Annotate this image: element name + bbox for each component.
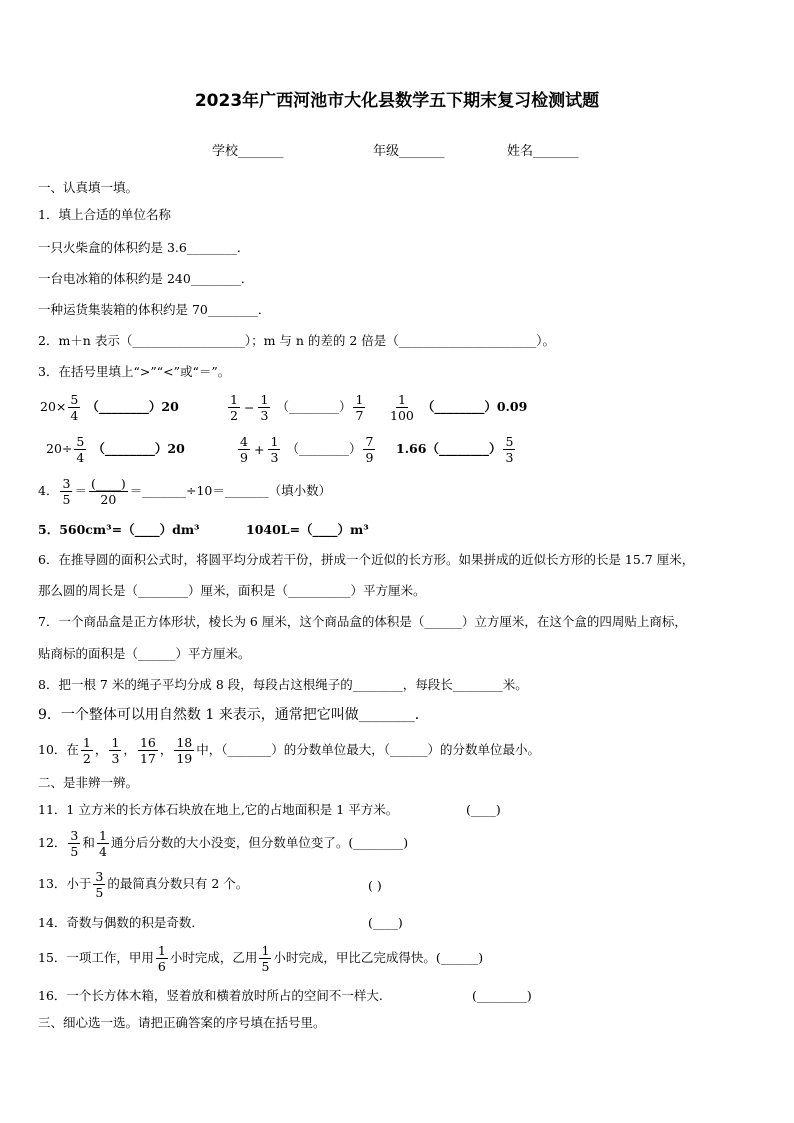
q1-b: 一台电冰箱的体积约是 240________． [38, 271, 254, 286]
q16-blank: (________) [472, 988, 532, 1003]
q3-r2b-mid: （________） [286, 441, 362, 456]
fraction: $\frac{1}{4}$ [97, 828, 109, 859]
q3-r1b [226, 392, 367, 423]
q6-line2: 那么圆的周长是（________）厘米，面积是（__________）平方厘米。 [38, 583, 426, 598]
q3-r2a [46, 434, 185, 465]
q1-a: 一只火柴盒的体积约是 3.6________． [38, 240, 250, 255]
section-1-heading: 一、认真填一填。 [38, 180, 139, 195]
fraction: $\frac{1}{6}$ [156, 943, 168, 974]
q15-pre: 15．一项工作，甲用 [38, 950, 154, 965]
page-title: 2023年广西河池市大化县数学五下期末复习检测试题 [194, 91, 600, 111]
fraction: $\frac{1}{3}$ [258, 392, 270, 423]
q13-blank: ( ) [368, 878, 382, 893]
q2: 2．m＋n 表示（__________________）；m 与 n 的差的 2 倍是（______________________）。 [38, 333, 556, 348]
q13-pre: 13．小于 [38, 876, 92, 891]
name-field: 姓名_______ [507, 144, 579, 159]
fraction: $\frac{4}{9}$ [238, 434, 250, 465]
q4 [38, 476, 331, 507]
q3-r1c [386, 392, 527, 423]
q4-rest: ＝_______÷10＝_______（填小数） [129, 483, 332, 498]
fraction: $\frac{3}{5}$ [93, 869, 105, 900]
fraction: $\frac{5}{4}$ [74, 434, 86, 465]
q9: 9．一个整体可以用自然数 1 来表示，通常把它叫做________． [38, 707, 429, 723]
q3-r1a-post: （________）20 [86, 399, 179, 414]
q11-blank: (____) [466, 802, 501, 817]
q12 [38, 828, 408, 859]
q16: 16．一个长方体木箱，竖着放和横着放时所占的空间不一样大. [38, 988, 383, 1003]
q13 [38, 869, 248, 900]
fraction: $\frac{1}{100}$ [390, 392, 414, 423]
section-2-heading: 二、是非辨一辨。 [38, 775, 139, 790]
fraction: $\frac{1}{7}$ [353, 392, 365, 423]
grade-field: 年级_______ [373, 144, 445, 159]
q3-r2b [236, 434, 377, 465]
operator: + [254, 441, 265, 457]
fraction: $\frac{5}{3}$ [503, 434, 515, 465]
q8: 8．把一根 7 米的绳子平均分成 8 段，每段占这根绳子的________，每段长________米。 [38, 677, 528, 692]
fraction: $\frac{1}{2}$ [81, 735, 93, 766]
q4-label: 4． [38, 483, 59, 498]
q10-post: 中，（_______）的分数单位最大，（______）的分数单位最小。 [196, 742, 541, 757]
q5-a: 5．560cm³=（____）dm³ [38, 522, 200, 537]
q7-line2: 贴商标的面积是（______）平方厘米。 [38, 646, 251, 661]
q3-r2a-post: （________）20 [92, 441, 185, 456]
q14-blank: (____) [368, 915, 403, 930]
q12-label: 12． [38, 835, 67, 850]
q3-r2c [396, 434, 517, 465]
q3-r1b-mid: （________） [276, 399, 352, 414]
equals-sign: ＝ [74, 483, 87, 498]
q14: 14．奇数与偶数的积是奇数． [38, 915, 204, 930]
q3-label: 3．在括号里填上“>”“<”或“＝”。 [38, 364, 231, 379]
fraction: $\frac{5}{4}$ [68, 392, 80, 423]
q15 [38, 943, 483, 974]
q15-post: 小时完成，甲比乙完成得快。(______) [273, 950, 484, 965]
q7-line1: 7．一个商品盒是正方体形状，棱长为 6 厘米，这个商品盒的体积是（______）立方厘米，在这个盒的四周贴上商标， [38, 614, 687, 629]
fraction: $\frac{1}{3}$ [268, 434, 280, 465]
q12-and: 和 [82, 835, 95, 850]
q10: 10．在 $\frac{1}{2}$ ， $\frac{1}{3}$ ， $\frac{16}{17}$ ， $\frac{18}{19}$ 中，（_______）的分数单位最大，（______）的分数单位最小。 [38, 735, 541, 766]
fraction: $\frac{3}{5}$ [60, 476, 72, 507]
q1-label: 1．填上合适的单位名称 [38, 207, 171, 222]
fraction: $\frac{16}{17}$ [139, 735, 156, 766]
q10-pre: 10．在 [38, 742, 79, 757]
q13-post: 的最简真分数只有 2 个。 [107, 876, 249, 891]
fraction: $\frac{3}{5}$ [68, 828, 80, 859]
school-field: 学校_______ [212, 144, 284, 159]
q3-r1a [40, 392, 179, 423]
q15-mid: 小时完成，乙用 [169, 950, 258, 965]
q3-r1a-pre: 20× [40, 399, 67, 414]
fraction: $\frac{18}{19}$ [176, 735, 193, 766]
fraction: $\frac{7}{9}$ [363, 434, 375, 465]
q11: 11．1 立方米的长方体石块放在地上,它的占地面积是 1 平方米。 [38, 802, 399, 817]
q12-text: 通分后分数的大小没变，但分数单位变了。(________) [110, 835, 409, 850]
operator: − [244, 399, 255, 415]
q3-r2c-pre: 1.66（________） [396, 441, 502, 456]
fraction: $\frac{(\_\_\_\_)}{20}$ [90, 476, 126, 507]
q1-c: 一种运货集装箱的体积约是 70________． [38, 302, 271, 317]
fraction: $\frac{1}{5}$ [259, 943, 271, 974]
fraction: $\frac{1}{3}$ [109, 735, 121, 766]
section-3-heading: 三、细心选一选。请把正确答案的序号填在括号里。 [38, 1015, 326, 1030]
q5-b: 1040L=（____）m³ [246, 522, 369, 537]
q3-r1c-post: （________）0.09 [421, 399, 528, 414]
q6-line1: 6．在推导圆的面积公式时，将圆平均分成若干份，拼成一个近似的长方形。如果拼成的近似长方形的长是 15.7 厘米， [38, 552, 695, 567]
fraction: $\frac{1}{2}$ [228, 392, 240, 423]
q3-r2a-pre: 20÷ [46, 441, 73, 456]
